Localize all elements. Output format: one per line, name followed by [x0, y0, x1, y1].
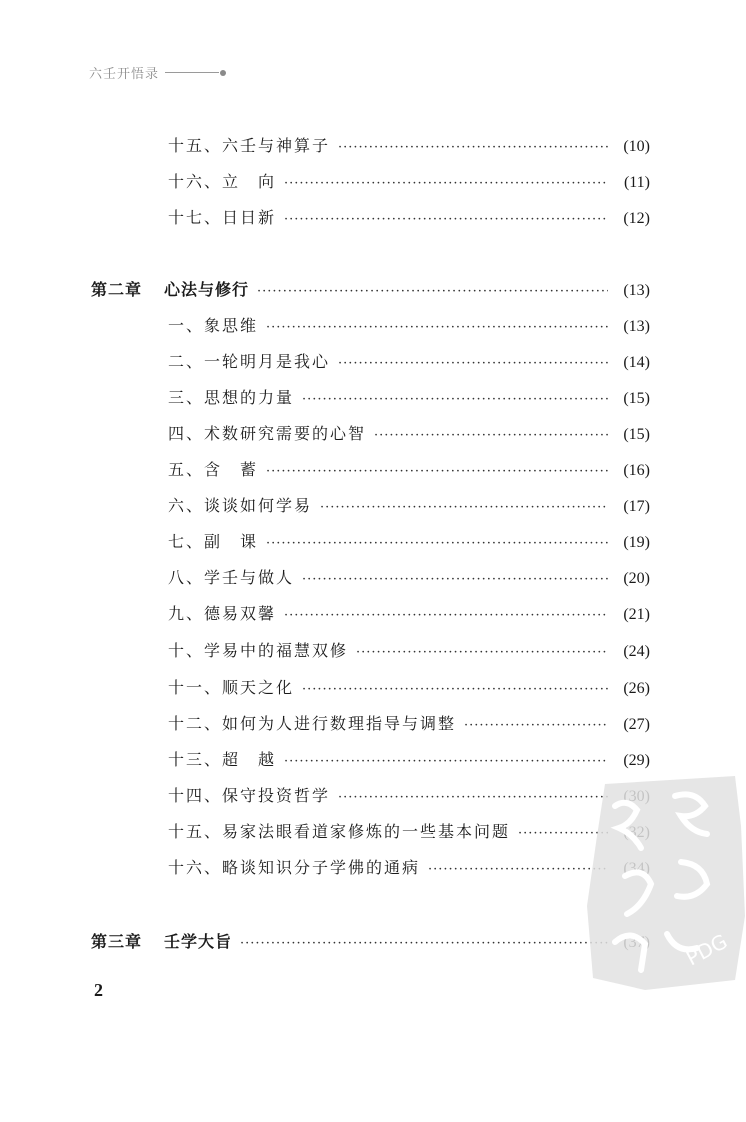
toc-entry[interactable]	[168, 493, 650, 519]
toc-entry[interactable]	[168, 529, 650, 555]
toc-entry-label: 十五、六壬与神算子	[168, 136, 331, 155]
toc-entry[interactable]	[168, 205, 650, 231]
dot-leader	[338, 790, 608, 805]
header-rule	[165, 72, 219, 73]
toc-entry-page: (21)	[623, 606, 650, 623]
dot-leader	[284, 754, 608, 769]
dot-leader	[338, 356, 608, 371]
toc-entry-label: 一、象思维	[168, 316, 259, 335]
chapter-title: 心法与修行	[164, 280, 250, 299]
toc-entry-label: 四、术数研究需要的心智	[168, 424, 367, 443]
running-title: 六壬开悟录	[89, 67, 160, 82]
toc-entry-page: (29)	[623, 752, 650, 769]
toc-entry[interactable]	[168, 601, 650, 627]
header-dot	[220, 70, 226, 76]
toc-entry[interactable]	[168, 855, 650, 881]
toc-entry-label: 十、学易中的福慧双修	[168, 641, 349, 660]
toc-chapter-2[interactable]	[91, 277, 650, 303]
dot-leader	[338, 140, 608, 155]
toc-entry-label: 十七、日日新	[168, 208, 277, 227]
toc-entry-label: 十五、易家法眼看道家修炼的一些基本问题	[168, 822, 511, 841]
toc-entry-page: (24)	[623, 643, 650, 660]
chapter-heading	[91, 929, 232, 952]
dot-leader	[464, 718, 608, 733]
toc-entry[interactable]	[168, 313, 650, 339]
toc-entry-label: 十四、保守投资哲学	[168, 786, 331, 805]
toc-entry-page: (17)	[623, 498, 650, 515]
toc-entry-label: 八、学壬与做人	[168, 568, 295, 587]
toc-entry-page: (13)	[623, 318, 650, 335]
toc-entry[interactable]	[168, 638, 650, 664]
watermark-text: PDG	[682, 929, 732, 971]
toc-entry-page: (27)	[623, 716, 650, 733]
chapter-page: (13)	[623, 282, 650, 299]
toc-entry[interactable]	[168, 819, 650, 845]
toc-entry-label: 六、谈谈如何学易	[168, 496, 313, 515]
dot-leader	[284, 212, 608, 227]
toc-entry-label: 五、含 蓄	[168, 460, 259, 479]
toc-entry[interactable]	[168, 457, 650, 483]
chapter-number: 第三章	[91, 932, 143, 951]
toc-entry-page: (15)	[623, 426, 650, 443]
toc-entry[interactable]	[168, 711, 650, 737]
toc-entry-label: 九、德易双馨	[168, 604, 277, 623]
toc-entry[interactable]	[168, 349, 650, 375]
chapter-number: 第二章	[91, 280, 143, 299]
toc-entry[interactable]	[168, 133, 650, 159]
chapter-heading	[91, 277, 249, 300]
dot-leader	[257, 284, 608, 299]
page-number: 2	[94, 980, 103, 1000]
dot-leader	[356, 645, 608, 660]
toc-entry-page: (16)	[623, 462, 650, 479]
toc-entry-label: 七、副 课	[168, 532, 259, 551]
toc-entry-page: (12)	[623, 210, 650, 227]
toc-entry-page: (10)	[623, 138, 650, 155]
dot-leader	[374, 428, 608, 443]
dot-leader	[428, 862, 608, 877]
toc-entry-label: 十六、立 向	[168, 172, 277, 191]
dot-leader	[240, 936, 608, 951]
toc-entry-label: 十三、超 越	[168, 750, 277, 769]
toc-entry-label: 十六、略谈知识分子学佛的通病	[168, 858, 421, 877]
toc-entry[interactable]	[168, 169, 650, 195]
dot-leader	[302, 392, 608, 407]
toc-entry-label: 三、思想的力量	[168, 388, 295, 407]
dot-leader	[284, 176, 608, 191]
dot-leader	[266, 464, 608, 479]
toc-entry[interactable]	[168, 783, 650, 809]
dot-leader	[284, 608, 608, 623]
toc-entry-page: (19)	[623, 534, 650, 551]
dot-leader	[266, 536, 608, 551]
toc-entry[interactable]	[168, 385, 650, 411]
toc-entry-page: (11)	[623, 174, 650, 191]
toc-chapter-3[interactable]	[91, 929, 650, 955]
toc-entry[interactable]	[168, 565, 650, 591]
toc-entry-label: 十一、顺天之化	[168, 678, 295, 697]
dot-leader	[302, 572, 608, 587]
toc-entry-label: 二、一轮明月是我心	[168, 352, 331, 371]
dot-leader	[302, 682, 608, 697]
toc-entry-page: (26)	[623, 680, 650, 697]
toc-entry[interactable]	[168, 675, 650, 701]
toc-entry-page: (14)	[623, 354, 650, 371]
toc-entry[interactable]	[168, 747, 650, 773]
toc-entry-page: (20)	[623, 570, 650, 587]
dot-leader	[320, 500, 608, 515]
running-header	[89, 63, 226, 82]
library-stamp-watermark	[585, 766, 746, 994]
toc-entry-label: 十二、如何为人进行数理指导与调整	[168, 714, 457, 733]
toc-entry-page: (15)	[623, 390, 650, 407]
toc-entry[interactable]	[168, 421, 650, 447]
chapter-title: 壬学大旨	[164, 932, 233, 951]
dot-leader	[266, 320, 608, 335]
